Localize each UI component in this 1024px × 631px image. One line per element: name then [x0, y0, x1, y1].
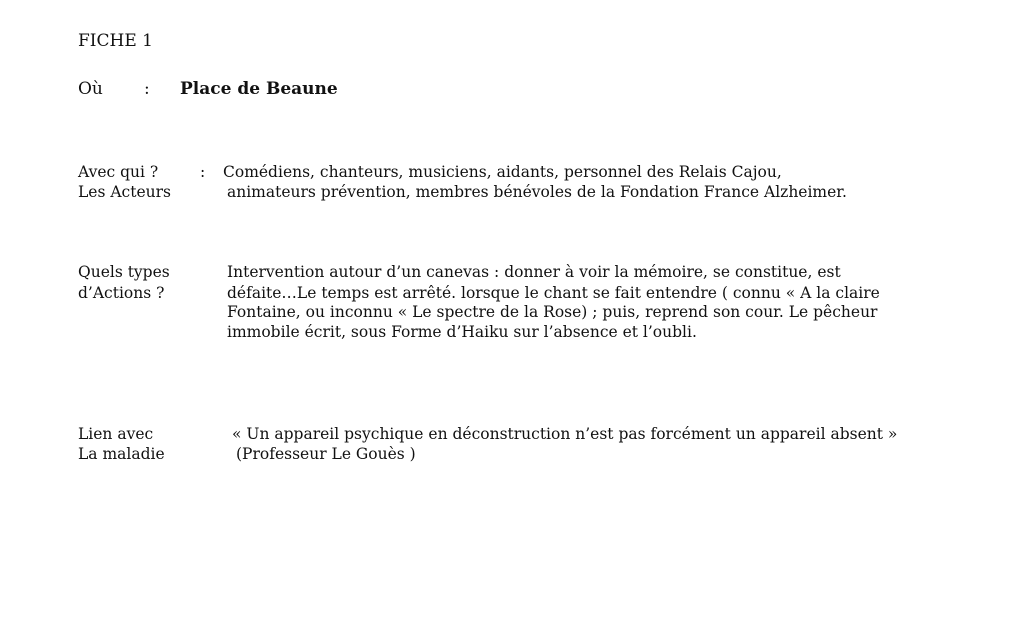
quels-types-text-line2: défaite…Le temps est arrêté. lorsque le chant se fait entendre ( connu « A la claire: [227, 284, 880, 302]
avec-qui-text-line1: Comédiens, chanteurs, musiciens, aidants, personnel des Relais Cajou,: [223, 163, 782, 181]
place-name: Place de Beaune: [180, 79, 338, 99]
ou-colon: :: [144, 79, 150, 99]
lien-quote: « Un appareil psychique en déconstruction n’est pas forcément un appareil absent »: [232, 425, 898, 443]
lien-label: Lien avec: [78, 425, 154, 443]
quels-types-text-line1: Intervention autour d’un canevas : donner à voir la mémoire, se constitue, est: [227, 263, 841, 281]
acteurs-label: Les Acteurs: [78, 183, 171, 201]
avec-qui-colon: :: [200, 163, 206, 181]
ou-label: Où: [78, 79, 103, 99]
quels-types-label: Quels types: [78, 263, 170, 281]
lien-attribution: (Professeur Le Gouès ): [236, 445, 416, 463]
avec-qui-label: Avec qui ?: [78, 163, 159, 181]
quels-types-text-line4: immobile écrit, sous Forme d’Haiku sur l’absence et l’oubli.: [227, 323, 697, 341]
actions-label: d’Actions ?: [78, 284, 165, 302]
quels-types-text-line3: Fontaine, ou inconnu « Le spectre de la Rose) ; puis, reprend son cour. Le pêcheur: [227, 303, 878, 321]
fiche-title: FICHE 1: [78, 31, 153, 51]
avec-qui-text-line2: animateurs prévention, membres bénévoles de la Fondation France Alzheimer.: [227, 183, 847, 201]
maladie-label: La maladie: [78, 445, 165, 463]
